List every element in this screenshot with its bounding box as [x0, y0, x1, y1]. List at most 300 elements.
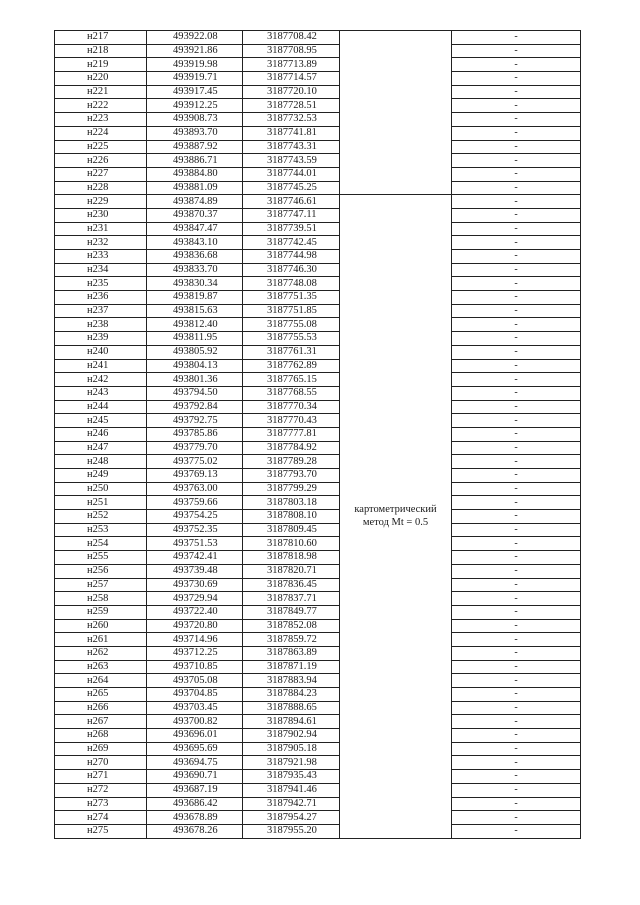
coordinate-y-cell: 3187743.31 — [243, 140, 340, 154]
coordinate-y-cell: 3187713.89 — [243, 58, 340, 72]
description-cell: - — [452, 510, 581, 524]
table-row — [55, 537, 581, 551]
description-cell: - — [452, 85, 581, 99]
table-row — [55, 633, 581, 647]
table-row — [55, 85, 581, 99]
coordinate-x-cell: 493687.19 — [147, 783, 243, 797]
table-row — [55, 674, 581, 688]
point-name-cell: н246 — [55, 427, 147, 441]
description-cell: - — [452, 797, 581, 811]
coordinate-y-cell: 3187765.15 — [243, 373, 340, 387]
table-row — [55, 564, 581, 578]
coordinate-x-cell: 493919.98 — [147, 58, 243, 72]
coordinate-x-cell: 493886.71 — [147, 154, 243, 168]
table-row — [55, 154, 581, 168]
description-cell: - — [452, 250, 581, 264]
point-name-cell: н258 — [55, 592, 147, 606]
coordinate-y-cell: 3187888.65 — [243, 701, 340, 715]
coordinate-x-cell: 493908.73 — [147, 113, 243, 127]
coordinate-x-cell: 493921.86 — [147, 44, 243, 58]
coordinate-x-cell: 493794.50 — [147, 386, 243, 400]
point-name-cell: н233 — [55, 250, 147, 264]
point-name-cell: н243 — [55, 386, 147, 400]
coordinate-x-cell: 493847.47 — [147, 222, 243, 236]
table-row — [55, 400, 581, 414]
coordinate-y-cell: 3187746.61 — [243, 195, 340, 209]
coordinate-y-cell: 3187884.23 — [243, 688, 340, 702]
description-cell: - — [452, 756, 581, 770]
coordinate-x-cell: 493819.87 — [147, 291, 243, 305]
point-name-cell: н275 — [55, 824, 147, 838]
description-cell: - — [452, 605, 581, 619]
coordinate-x-cell: 493893.70 — [147, 126, 243, 140]
point-name-cell: н260 — [55, 619, 147, 633]
coordinates-table-body — [55, 31, 581, 839]
coordinate-y-cell: 3187761.31 — [243, 345, 340, 359]
table-row — [55, 99, 581, 113]
table-row — [55, 605, 581, 619]
description-cell: - — [452, 44, 581, 58]
point-name-cell: н254 — [55, 537, 147, 551]
coordinate-x-cell: 493696.01 — [147, 729, 243, 743]
coordinate-y-cell: 3187741.81 — [243, 126, 340, 140]
coordinate-x-cell: 493704.85 — [147, 688, 243, 702]
coordinate-y-cell: 3187751.35 — [243, 291, 340, 305]
description-cell: - — [452, 674, 581, 688]
coordinate-y-cell: 3187954.27 — [243, 811, 340, 825]
table-row — [55, 304, 581, 318]
point-name-cell: н259 — [55, 605, 147, 619]
point-name-cell: н231 — [55, 222, 147, 236]
description-cell: - — [452, 688, 581, 702]
table-row — [55, 482, 581, 496]
method-cell — [340, 195, 452, 838]
coordinate-x-cell: 493843.10 — [147, 236, 243, 250]
coordinate-x-cell: 493804.13 — [147, 359, 243, 373]
description-cell: - — [452, 236, 581, 250]
point-name-cell: н225 — [55, 140, 147, 154]
method-label-line2: метод Mt = 0.5 — [362, 517, 429, 529]
description-cell: - — [452, 646, 581, 660]
point-name-cell: н269 — [55, 742, 147, 756]
description-cell: - — [452, 523, 581, 537]
coordinate-x-cell: 493870.37 — [147, 208, 243, 222]
coordinate-x-cell: 493815.63 — [147, 304, 243, 318]
coordinate-y-cell: 3187747.11 — [243, 208, 340, 222]
coordinate-y-cell: 3187883.94 — [243, 674, 340, 688]
coordinate-y-cell: 3187770.34 — [243, 400, 340, 414]
point-name-cell: н249 — [55, 469, 147, 483]
point-name-cell: н251 — [55, 496, 147, 510]
point-name-cell: н238 — [55, 318, 147, 332]
coordinate-y-cell: 3187809.45 — [243, 523, 340, 537]
coordinate-x-cell: 493763.00 — [147, 482, 243, 496]
point-name-cell: н218 — [55, 44, 147, 58]
table-row — [55, 140, 581, 154]
table-row — [55, 578, 581, 592]
coordinate-x-cell: 493769.13 — [147, 469, 243, 483]
coordinate-y-cell: 3187793.70 — [243, 469, 340, 483]
table-row — [55, 126, 581, 140]
coordinate-y-cell: 3187714.57 — [243, 72, 340, 86]
table-row — [55, 236, 581, 250]
coordinate-x-cell: 493686.42 — [147, 797, 243, 811]
table-row — [55, 688, 581, 702]
point-name-cell: н244 — [55, 400, 147, 414]
point-name-cell: н227 — [55, 167, 147, 181]
description-cell: - — [452, 660, 581, 674]
coordinate-y-cell: 3187768.55 — [243, 386, 340, 400]
table-row — [55, 386, 581, 400]
coordinate-y-cell: 3187745.25 — [243, 181, 340, 195]
coordinate-y-cell: 3187748.08 — [243, 277, 340, 291]
table-row — [55, 797, 581, 811]
table-row — [55, 469, 581, 483]
coordinate-y-cell: 3187755.53 — [243, 332, 340, 346]
coordinate-x-cell: 493712.25 — [147, 646, 243, 660]
table-row — [55, 332, 581, 346]
description-cell: - — [452, 537, 581, 551]
table-row — [55, 72, 581, 86]
description-cell: - — [452, 208, 581, 222]
table-row — [55, 551, 581, 565]
coordinate-x-cell: 493710.85 — [147, 660, 243, 674]
coordinate-y-cell: 3187837.71 — [243, 592, 340, 606]
description-cell: - — [452, 181, 581, 195]
table-row — [55, 373, 581, 387]
coordinate-y-cell: 3187746.30 — [243, 263, 340, 277]
description-cell: - — [452, 742, 581, 756]
description-cell: - — [452, 578, 581, 592]
point-name-cell: н220 — [55, 72, 147, 86]
description-cell: - — [452, 386, 581, 400]
coordinate-y-cell: 3187732.53 — [243, 113, 340, 127]
description-cell: - — [452, 263, 581, 277]
description-cell: - — [452, 291, 581, 305]
point-name-cell: н271 — [55, 770, 147, 784]
point-name-cell: н222 — [55, 99, 147, 113]
point-name-cell: н264 — [55, 674, 147, 688]
description-cell: - — [452, 140, 581, 154]
point-name-cell: н223 — [55, 113, 147, 127]
coordinate-y-cell: 3187808.10 — [243, 510, 340, 524]
coordinate-x-cell: 493830.34 — [147, 277, 243, 291]
coordinate-x-cell: 493742.41 — [147, 551, 243, 565]
coordinate-x-cell: 493812.40 — [147, 318, 243, 332]
table-row — [55, 44, 581, 58]
coordinate-y-cell: 3187803.18 — [243, 496, 340, 510]
description-cell: - — [452, 318, 581, 332]
coordinate-x-cell: 493917.45 — [147, 85, 243, 99]
description-cell: - — [452, 619, 581, 633]
coordinate-x-cell: 493792.84 — [147, 400, 243, 414]
coordinate-x-cell: 493759.66 — [147, 496, 243, 510]
coordinate-x-cell: 493881.09 — [147, 181, 243, 195]
point-name-cell: н217 — [55, 31, 147, 45]
table-row — [55, 195, 581, 209]
table-row — [55, 414, 581, 428]
description-cell: - — [452, 592, 581, 606]
coordinate-y-cell: 3187810.60 — [243, 537, 340, 551]
table-row — [55, 250, 581, 264]
coordinate-x-cell: 493887.92 — [147, 140, 243, 154]
description-cell: - — [452, 222, 581, 236]
coordinate-y-cell: 3187849.77 — [243, 605, 340, 619]
coordinate-x-cell: 493912.25 — [147, 99, 243, 113]
coordinate-y-cell: 3187902.94 — [243, 729, 340, 743]
description-cell: - — [452, 332, 581, 346]
point-name-cell: н263 — [55, 660, 147, 674]
coordinate-x-cell: 493919.71 — [147, 72, 243, 86]
coordinate-y-cell: 3187818.98 — [243, 551, 340, 565]
description-cell: - — [452, 427, 581, 441]
description-cell: - — [452, 72, 581, 86]
coordinate-x-cell: 493714.96 — [147, 633, 243, 647]
description-cell: - — [452, 31, 581, 45]
coordinate-x-cell: 493690.71 — [147, 770, 243, 784]
table-row — [55, 167, 581, 181]
point-name-cell: н230 — [55, 208, 147, 222]
coordinate-y-cell: 3187742.45 — [243, 236, 340, 250]
coordinate-y-cell: 3187789.28 — [243, 455, 340, 469]
coordinate-y-cell: 3187743.59 — [243, 154, 340, 168]
coordinate-y-cell: 3187863.89 — [243, 646, 340, 660]
description-cell: - — [452, 633, 581, 647]
description-cell: - — [452, 113, 581, 127]
coordinate-y-cell: 3187739.51 — [243, 222, 340, 236]
description-cell: - — [452, 715, 581, 729]
coordinate-y-cell: 3187708.42 — [243, 31, 340, 45]
point-name-cell: н255 — [55, 551, 147, 565]
point-name-cell: н229 — [55, 195, 147, 209]
coordinate-x-cell: 493833.70 — [147, 263, 243, 277]
coordinate-x-cell: 493705.08 — [147, 674, 243, 688]
description-cell: - — [452, 277, 581, 291]
point-name-cell: н228 — [55, 181, 147, 195]
coordinate-x-cell: 493811.95 — [147, 332, 243, 346]
coordinate-x-cell: 493678.26 — [147, 824, 243, 838]
description-cell: - — [452, 729, 581, 743]
coordinate-y-cell: 3187762.89 — [243, 359, 340, 373]
coordinate-y-cell: 3187770.43 — [243, 414, 340, 428]
coordinate-y-cell: 3187784.92 — [243, 441, 340, 455]
point-name-cell: н266 — [55, 701, 147, 715]
coordinate-x-cell: 493752.35 — [147, 523, 243, 537]
table-row — [55, 222, 581, 236]
table-row — [55, 701, 581, 715]
coordinate-x-cell: 493720.80 — [147, 619, 243, 633]
coordinate-x-cell: 493836.68 — [147, 250, 243, 264]
coordinate-y-cell: 3187935.43 — [243, 770, 340, 784]
description-cell: - — [452, 469, 581, 483]
coordinate-y-cell: 3187708.95 — [243, 44, 340, 58]
description-cell: - — [452, 564, 581, 578]
description-cell: - — [452, 414, 581, 428]
table-row — [55, 770, 581, 784]
point-name-cell: н272 — [55, 783, 147, 797]
description-cell: - — [452, 811, 581, 825]
point-name-cell: н226 — [55, 154, 147, 168]
method-cell-upper — [340, 31, 452, 195]
table-row — [55, 58, 581, 72]
table-row — [55, 318, 581, 332]
coordinate-x-cell: 493874.89 — [147, 195, 243, 209]
point-name-cell: н219 — [55, 58, 147, 72]
description-cell: - — [452, 359, 581, 373]
coordinate-x-cell: 493805.92 — [147, 345, 243, 359]
point-name-cell: н232 — [55, 236, 147, 250]
table-row — [55, 715, 581, 729]
table-row — [55, 811, 581, 825]
point-name-cell: н270 — [55, 756, 147, 770]
coordinate-x-cell: 493922.08 — [147, 31, 243, 45]
description-cell: - — [452, 99, 581, 113]
coordinate-x-cell: 493792.75 — [147, 414, 243, 428]
coordinate-y-cell: 3187942.71 — [243, 797, 340, 811]
description-cell: - — [452, 770, 581, 784]
coordinate-x-cell: 493694.75 — [147, 756, 243, 770]
table-row — [55, 824, 581, 838]
point-name-cell: н262 — [55, 646, 147, 660]
point-name-cell: н273 — [55, 797, 147, 811]
description-cell: - — [452, 167, 581, 181]
table-row — [55, 181, 581, 195]
coordinate-y-cell: 3187836.45 — [243, 578, 340, 592]
coordinate-x-cell: 493801.36 — [147, 373, 243, 387]
table-row — [55, 277, 581, 291]
table-row — [55, 742, 581, 756]
coordinate-x-cell: 493703.45 — [147, 701, 243, 715]
coordinate-y-cell: 3187955.20 — [243, 824, 340, 838]
description-cell: - — [452, 551, 581, 565]
coordinate-y-cell: 3187921.98 — [243, 756, 340, 770]
table-row — [55, 510, 581, 524]
description-cell: - — [452, 373, 581, 387]
table-row — [55, 291, 581, 305]
point-name-cell: н236 — [55, 291, 147, 305]
coordinate-y-cell: 3187728.51 — [243, 99, 340, 113]
description-cell: - — [452, 345, 581, 359]
coordinate-y-cell: 3187799.29 — [243, 482, 340, 496]
coordinate-x-cell: 493678.89 — [147, 811, 243, 825]
coordinate-y-cell: 3187751.85 — [243, 304, 340, 318]
table-row — [55, 359, 581, 373]
point-name-cell: н245 — [55, 414, 147, 428]
coordinate-y-cell: 3187941.46 — [243, 783, 340, 797]
point-name-cell: н240 — [55, 345, 147, 359]
coordinate-x-cell: 493779.70 — [147, 441, 243, 455]
description-cell: - — [452, 304, 581, 318]
point-name-cell: н241 — [55, 359, 147, 373]
point-name-cell: н265 — [55, 688, 147, 702]
table-row — [55, 441, 581, 455]
point-name-cell: н250 — [55, 482, 147, 496]
coordinate-y-cell: 3187859.72 — [243, 633, 340, 647]
description-cell: - — [452, 195, 581, 209]
point-name-cell: н234 — [55, 263, 147, 277]
point-name-cell: н267 — [55, 715, 147, 729]
coordinate-y-cell: 3187852.08 — [243, 619, 340, 633]
point-name-cell: н239 — [55, 332, 147, 346]
coordinate-y-cell: 3187720.10 — [243, 85, 340, 99]
coordinate-x-cell: 493775.02 — [147, 455, 243, 469]
description-cell: - — [452, 701, 581, 715]
description-cell: - — [452, 496, 581, 510]
table-row — [55, 660, 581, 674]
table-row — [55, 31, 581, 45]
point-name-cell: н247 — [55, 441, 147, 455]
method-label-line1: картометрический — [354, 504, 437, 516]
table-row — [55, 646, 581, 660]
coordinate-x-cell: 493785.86 — [147, 427, 243, 441]
table-row — [55, 523, 581, 537]
coordinate-y-cell: 3187744.98 — [243, 250, 340, 264]
coordinate-x-cell: 493751.53 — [147, 537, 243, 551]
coordinate-y-cell: 3187871.19 — [243, 660, 340, 674]
point-name-cell: н237 — [55, 304, 147, 318]
table-row — [55, 455, 581, 469]
coordinate-y-cell: 3187820.71 — [243, 564, 340, 578]
description-cell: - — [452, 400, 581, 414]
point-name-cell: н274 — [55, 811, 147, 825]
point-name-cell: н252 — [55, 510, 147, 524]
point-name-cell: н256 — [55, 564, 147, 578]
point-name-cell: н248 — [55, 455, 147, 469]
point-name-cell: н253 — [55, 523, 147, 537]
table-row — [55, 756, 581, 770]
point-name-cell: н221 — [55, 85, 147, 99]
point-name-cell: н242 — [55, 373, 147, 387]
point-name-cell: н261 — [55, 633, 147, 647]
table-row — [55, 496, 581, 510]
coordinate-y-cell: 3187744.01 — [243, 167, 340, 181]
coordinate-x-cell: 493695.69 — [147, 742, 243, 756]
table-row — [55, 427, 581, 441]
point-name-cell: н224 — [55, 126, 147, 140]
table-row — [55, 729, 581, 743]
description-cell: - — [452, 455, 581, 469]
description-cell: - — [452, 824, 581, 838]
coordinate-x-cell: 493739.48 — [147, 564, 243, 578]
coordinate-x-cell: 493729.94 — [147, 592, 243, 606]
coordinate-y-cell: 3187777.81 — [243, 427, 340, 441]
description-cell: - — [452, 154, 581, 168]
point-name-cell: н235 — [55, 277, 147, 291]
coordinate-x-cell: 493754.25 — [147, 510, 243, 524]
coordinate-x-cell: 493700.82 — [147, 715, 243, 729]
coordinate-x-cell: 493722.40 — [147, 605, 243, 619]
coordinate-y-cell: 3187894.61 — [243, 715, 340, 729]
point-name-cell: н257 — [55, 578, 147, 592]
coordinate-y-cell: 3187755.08 — [243, 318, 340, 332]
table-row — [55, 619, 581, 633]
coordinate-y-cell: 3187905.18 — [243, 742, 340, 756]
coordinate-x-cell: 493884.80 — [147, 167, 243, 181]
coordinates-table — [54, 30, 581, 839]
table-row — [55, 113, 581, 127]
description-cell: - — [452, 482, 581, 496]
table-row — [55, 263, 581, 277]
table-row — [55, 345, 581, 359]
point-name-cell: н268 — [55, 729, 147, 743]
description-cell: - — [452, 783, 581, 797]
coordinate-x-cell: 493730.69 — [147, 578, 243, 592]
description-cell: - — [452, 441, 581, 455]
table-row — [55, 783, 581, 797]
table-row — [55, 208, 581, 222]
coordinates-table-wrapper — [54, 30, 580, 839]
table-row — [55, 592, 581, 606]
